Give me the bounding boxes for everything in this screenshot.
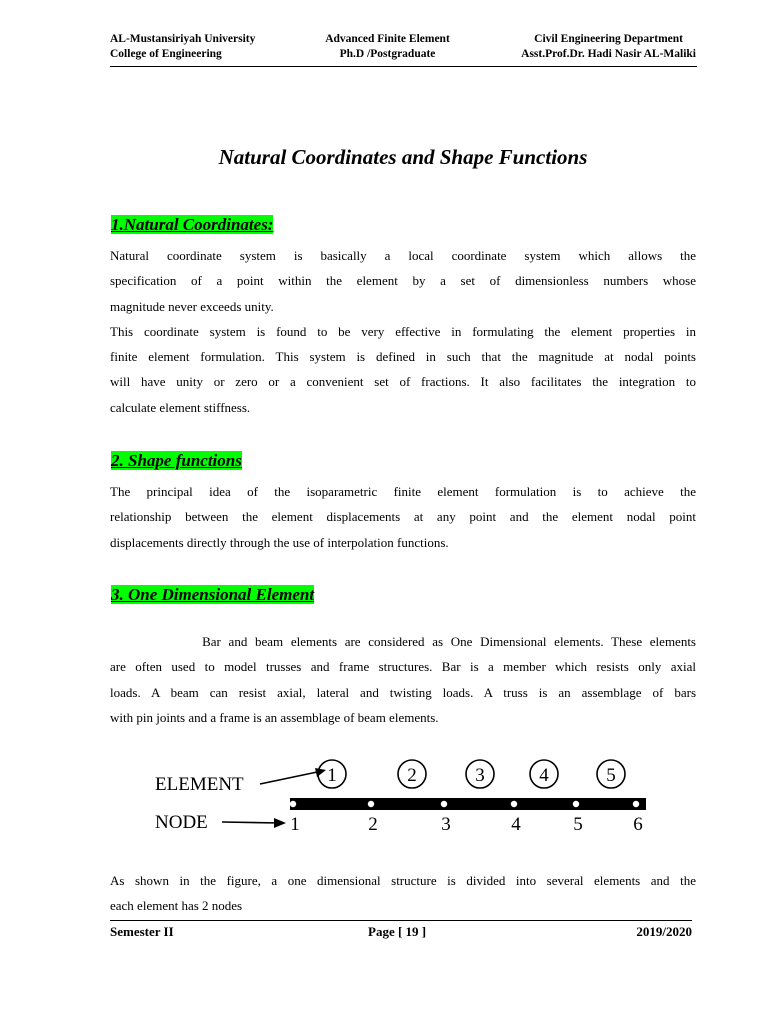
section-heading-text: 3. One Dimensional Element bbox=[111, 585, 315, 604]
section-heading-text: 2. Shape functions bbox=[111, 451, 242, 470]
text-line: are often used to model trusses and frame structures. Bar is a member which resists only axial bbox=[110, 659, 696, 675]
bar-member bbox=[290, 798, 646, 810]
figure-element-label: ELEMENT bbox=[155, 774, 244, 795]
paragraph-figure-description bbox=[110, 868, 696, 919]
node-arrow-shaft bbox=[222, 822, 280, 823]
page-header bbox=[110, 32, 696, 66]
header-course-name: Advanced Finite Element bbox=[325, 33, 450, 45]
header-course bbox=[295, 32, 480, 62]
header-author: Asst.Prof.Dr. Hadi Nasir AL-Maliki bbox=[521, 48, 696, 60]
text-line: As shown in the figure, a one dimensional structure is divided into several elements and the bbox=[110, 873, 696, 888]
node-number: 6 bbox=[633, 814, 643, 835]
node-point bbox=[441, 801, 447, 807]
footer-page-number: Page [ 19 ] bbox=[368, 924, 427, 939]
node-number: 5 bbox=[573, 814, 583, 835]
text-line: This coordinate system is found to be very effective in formulating the element properties in bbox=[110, 323, 696, 339]
node-number: 2 bbox=[368, 814, 378, 835]
text-line: Natural coordinate system is basically a local coordinate system which allows the bbox=[110, 248, 696, 263]
text-line: with pin joints and a frame is an assemblage of beam elements. bbox=[110, 709, 439, 725]
text-line: displacements directly through the use of interpolation functions. bbox=[110, 534, 449, 550]
text-line: loads. A beam can resist axial, lateral and twisting loads. A truss is an assemblage of bars bbox=[110, 684, 696, 700]
node-point bbox=[573, 801, 579, 807]
node-point bbox=[511, 801, 517, 807]
node-number: 4 bbox=[511, 814, 521, 835]
section-heading-text: 1.Natural Coordinates: bbox=[111, 215, 274, 234]
figure-elements bbox=[318, 760, 625, 788]
paragraph-one-dimensional-element bbox=[110, 629, 696, 730]
header-department-name: Civil Engineering Department bbox=[534, 33, 683, 45]
text-line: Bar and beam elements are considered as One Dimensional elements. These elements bbox=[110, 634, 696, 649]
section-heading-shape-functions bbox=[110, 450, 243, 472]
header-program: Ph.D /Postgraduate bbox=[339, 48, 436, 60]
node-point bbox=[633, 801, 639, 807]
text-line: will have unity or zero or a convenient set of fractions. It also facilitates the integration to bbox=[110, 374, 696, 390]
footer-semester: Semester II bbox=[110, 924, 174, 939]
footer-year: 2019/2020 bbox=[636, 924, 692, 939]
text-line: finite element formulation. This system is defined in such that the magnitude at nodal points bbox=[110, 349, 696, 365]
paragraph-natural-coordinates-1 bbox=[110, 243, 696, 420]
element-number: 2 bbox=[407, 765, 417, 786]
element-arrow-shaft bbox=[260, 771, 322, 784]
node-arrow-head-icon bbox=[274, 818, 286, 828]
element-number: 5 bbox=[606, 765, 616, 786]
node-number: 1 bbox=[290, 814, 300, 835]
element-number: 3 bbox=[475, 765, 485, 786]
header-department bbox=[521, 32, 696, 62]
section-heading-natural-coordinates bbox=[110, 214, 274, 236]
text-line: calculate element stiffness. bbox=[110, 399, 251, 415]
bar-element-figure bbox=[150, 752, 660, 840]
page-title: Natural Coordinates and Shape Functions bbox=[218, 145, 588, 169]
header-university bbox=[110, 32, 255, 62]
node-point bbox=[290, 801, 296, 807]
text-line: relationship between the element displacements at any point and the element nodal point bbox=[110, 509, 696, 525]
header-college-name: College of Engineering bbox=[110, 48, 222, 60]
header-university-name: AL-Mustansiriyah University bbox=[110, 33, 256, 45]
node-point bbox=[368, 801, 374, 807]
section-heading-one-dimensional-element bbox=[110, 584, 315, 606]
node-number: 3 bbox=[441, 814, 451, 835]
element-number: 1 bbox=[327, 765, 337, 786]
paragraph-shape-functions bbox=[110, 479, 696, 555]
text-line: each element has 2 nodes bbox=[110, 898, 243, 914]
text-line: specification of a point within the element by a set of dimensionless numbers whose bbox=[110, 273, 696, 289]
page-footer bbox=[110, 924, 692, 944]
text-line: The principal idea of the isoparametric finite element formulation is to achieve the bbox=[110, 484, 696, 499]
footer-divider bbox=[110, 920, 692, 921]
text-line: magnitude never exceeds unity. bbox=[110, 298, 274, 314]
header-divider bbox=[110, 66, 697, 67]
element-number: 4 bbox=[539, 765, 549, 786]
element-arrow-head-icon bbox=[315, 768, 326, 777]
figure-node-label: NODE bbox=[155, 812, 208, 833]
